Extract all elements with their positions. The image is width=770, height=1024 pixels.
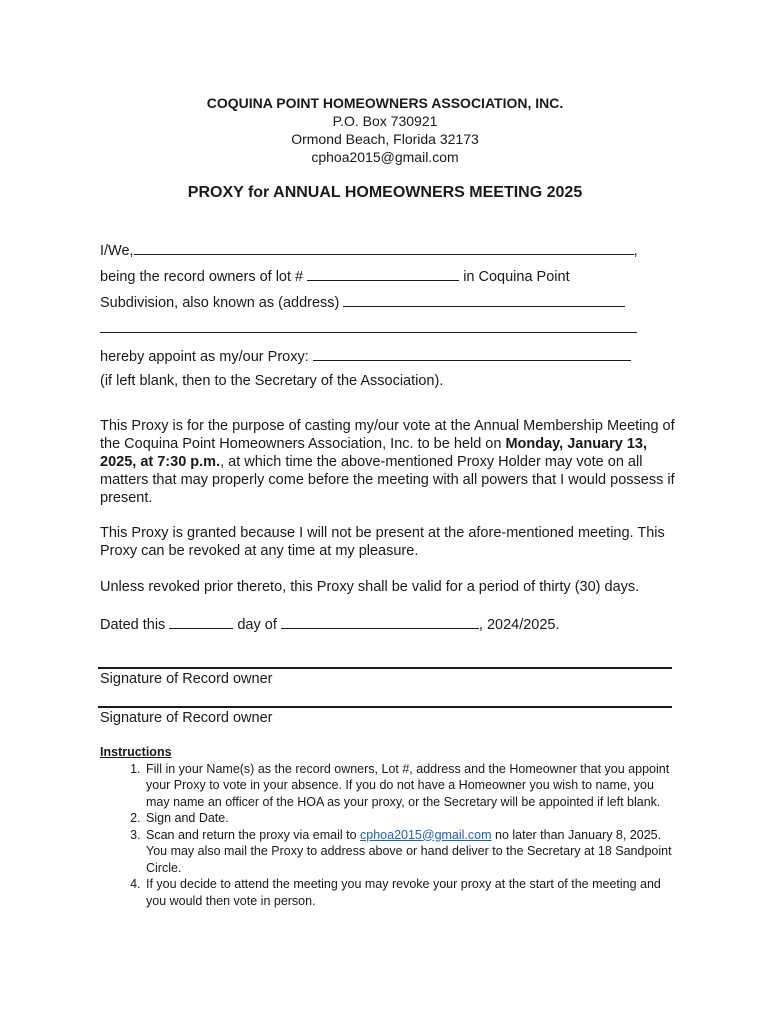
po-box: P.O. Box 730921 xyxy=(332,113,438,129)
signature-label-1: Signature of Record owner xyxy=(100,671,273,687)
signature-line-1[interactable] xyxy=(98,667,672,669)
dated-label: Dated this xyxy=(100,617,166,633)
lot-suffix: in Coquina Point xyxy=(463,269,570,285)
year-label: , 2024/2025. xyxy=(478,617,560,633)
instruction-text: Scan and return the proxy via email to xyxy=(146,827,361,842)
subdivision-label: Subdivision, also known as (address) xyxy=(100,295,340,311)
lot-number-field[interactable] xyxy=(307,266,459,281)
address-field[interactable] xyxy=(343,292,625,307)
lot-line xyxy=(100,266,570,286)
instruction-item: 4. If you decide to attend the meeting you may revoke your proxy at the start of the meeting and you would then vote in person. xyxy=(144,876,680,909)
instructions-section xyxy=(100,744,680,909)
instruction-item: 2. Sign and Date. xyxy=(144,810,680,827)
iwe-line xyxy=(100,240,638,260)
appoint-line xyxy=(100,346,631,366)
iwe-label: I/We, xyxy=(100,243,134,259)
purpose-paragraph xyxy=(100,417,675,507)
page-title: PROXY for ANNUAL HOMEOWNERS MEETING 2025 xyxy=(187,184,583,201)
month-field[interactable] xyxy=(281,614,479,629)
day-of-label: day of xyxy=(237,617,277,633)
instruction-text: no later than January 8, 2025. You may also mail the Proxy to address above or hand deliver to the Secretary at 18 Sandpoint Circle. xyxy=(146,827,672,875)
email-link[interactable]: cphoa2015@gmail.com xyxy=(360,827,492,842)
subdivision-line xyxy=(100,292,625,312)
city-line: Ormond Beach, Florida 32173 xyxy=(291,131,479,147)
signature-label-2: Signature of Record owner xyxy=(100,710,273,726)
purpose-text-1: This Proxy is for the purpose of casting my/our vote at the Annual Membership Meeting of the Coquina Point Homeowners Association, Inc. to be held on xyxy=(100,418,675,452)
instructions-list xyxy=(100,761,680,910)
association-header xyxy=(0,94,770,166)
appoint-label: hereby appoint as my/our Proxy: xyxy=(100,349,309,365)
instructions-title: Instructions xyxy=(100,745,172,759)
proxy-name-field[interactable] xyxy=(313,346,631,361)
granted-paragraph: This Proxy is granted because I will not be present at the afore-mentioned meeting. This Proxy can be revoked at any time at my pleasure. xyxy=(100,525,665,559)
purpose-text-2: , at which time the above-mentioned Proxy Holder may vote on all matters that may properly come before the meeting with all powers that I would possess if present. xyxy=(100,454,675,506)
iwe-comma: , xyxy=(633,243,638,259)
signature-line-2[interactable] xyxy=(98,706,672,708)
blank-note: (if left blank, then to the Secretary of the Association). xyxy=(100,373,444,389)
dated-line xyxy=(100,614,560,634)
address-field-2[interactable] xyxy=(100,318,637,333)
association-name: COQUINA POINT HOMEOWNERS ASSOCIATION, INC. xyxy=(206,95,564,111)
day-field[interactable] xyxy=(169,614,233,629)
instruction-item: 1. Fill in your Name(s) as the record owners, Lot #, address and the Homeowner that you appoint your Proxy to vote in your absence. If you do not have a Homeowner you wish to name, you may name an officer of the HOA as your proxy, or the Secretary will be appointed if left blank. xyxy=(144,761,680,811)
lot-label: being the record owners of lot # xyxy=(100,269,304,285)
validity-paragraph: Unless revoked prior thereto, this Proxy shall be valid for a period of thirty (30) days. xyxy=(100,579,640,595)
owner-names-field[interactable] xyxy=(134,240,634,255)
header-email: cphoa2015@gmail.com xyxy=(311,149,459,165)
meeting-date: Monday, January 13, 2025, at 7:30 p.m. xyxy=(100,436,648,470)
address-line-2 xyxy=(100,318,637,338)
instruction-item xyxy=(144,827,680,877)
